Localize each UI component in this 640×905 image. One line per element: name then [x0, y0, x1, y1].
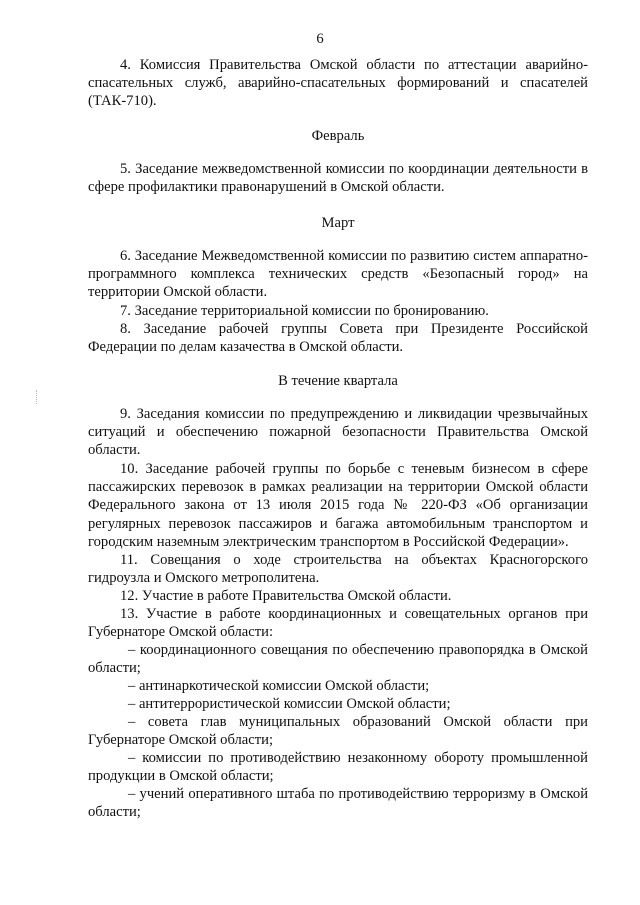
- item-10: 10. Заседание рабочей группы по борьбе с теневым бизнесом в сфере пассажирских перевозок в рамках реализации на территории Омской области Федерального закона от 13 июля 2015 года № 220-ФЗ «Об организации регулярных перевозок пассажиров и багажа автомобильным транспортом и городским наземным электрическим транспортом в Российской Федерации».: [88, 461, 588, 550]
- item-4: 4. Комиссия Правительства Омской области по аттестации аварийно-спасательных служб, аварийно-спасательных формирований и спасателей (ТАК-710).: [88, 57, 588, 110]
- item-5: 5. Заседание межведомственной комиссии по координации деятельности в сфере профилактики правонарушений в Омской области.: [88, 161, 588, 196]
- heading-february: Февраль: [311, 128, 365, 144]
- margin-mark: [36, 390, 38, 404]
- heading-march: Март: [321, 215, 355, 231]
- item-11: 11. Совещания о ходе строительства на объектах Красногорского гидроузла и Омского метрополитена.: [88, 552, 588, 587]
- list-item-antidrug: – антинаркотической комиссии Омской области;: [128, 678, 430, 694]
- list-item-exercises: – учений оперативного штаба по противодействию терроризму в Омской области;: [88, 786, 588, 821]
- item-13: 13. Участие в работе координационных и совещательных органов при Губернаторе Омской области:: [88, 606, 588, 641]
- list-item-municipal-council: – совета глав муниципальных образований Омской области при Губернаторе Омской области;: [88, 714, 588, 749]
- item-9: 9. Заседания комиссии по предупреждению и ликвидации чрезвычайных ситуаций и обеспечению пожарной безопасности Правительства Омской области.: [88, 406, 588, 459]
- item-12: 12. Участие в работе Правительства Омской области.: [120, 588, 452, 604]
- page-number: 6: [316, 31, 324, 47]
- item-8: 8. Заседание рабочей группы Совета при Президенте Российской Федерации по делам казачества в Омской области.: [88, 321, 588, 356]
- list-item-antiterror: – антитеррористической комиссии Омской области;: [128, 696, 451, 712]
- item-6: 6. Заседание Межведомственной комиссии по развитию систем аппаратно-программного комплекса технических средств «Безопасный город» на территории Омской области.: [88, 248, 588, 301]
- list-item-coordination: – координационного совещания по обеспечению правопорядка в Омской области;: [88, 642, 588, 677]
- item-7: 7. Заседание территориальной комиссии по бронированию.: [120, 303, 489, 319]
- heading-quarter: В течение квартала: [278, 373, 398, 389]
- list-item-illegal-products: – комиссии по противодействию незаконному обороту промышленной продукции в Омской области;: [88, 750, 588, 785]
